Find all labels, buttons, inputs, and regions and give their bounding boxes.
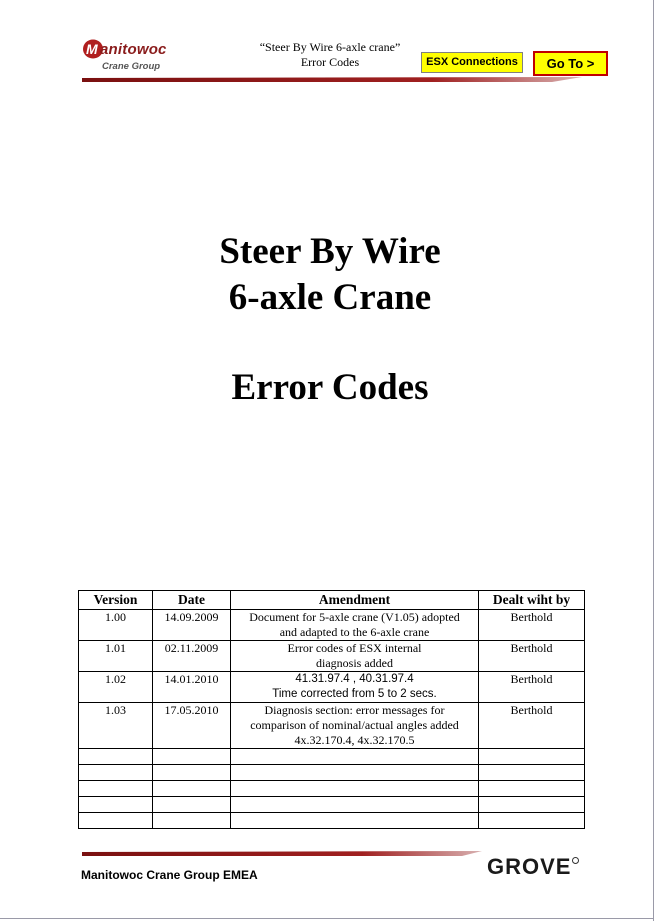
amendment-line: comparison of nominal/actual angles added xyxy=(250,718,459,732)
dealt-by-cell: Berthold xyxy=(479,672,585,703)
table-header-row xyxy=(79,591,585,610)
empty-cell xyxy=(153,749,231,765)
grove-logo: GROVE xyxy=(487,854,572,879)
amendment-line: Document for 5-axle crane (V1.05) adopted xyxy=(249,610,460,624)
logo-text: anitowoc xyxy=(100,41,167,58)
empty-cell xyxy=(153,797,231,813)
amendment-cell xyxy=(231,641,479,672)
table-row-empty xyxy=(79,781,585,797)
date-cell: 14.01.2010 xyxy=(153,672,231,703)
empty-cell xyxy=(231,797,479,813)
empty-cell xyxy=(231,813,479,829)
empty-cell xyxy=(153,813,231,829)
amendment-line: diagnosis added xyxy=(316,656,393,670)
version-cell: 1.00 xyxy=(79,610,153,641)
empty-cell xyxy=(79,781,153,797)
table-row xyxy=(79,672,585,703)
go-to-button[interactable]: Go To > xyxy=(533,51,608,76)
registered-mark-icon xyxy=(572,857,579,864)
empty-cell xyxy=(79,749,153,765)
amendment-cell xyxy=(231,610,479,641)
amendment-line: Error codes of ESX internal xyxy=(287,641,422,655)
dealt-by-cell: Berthold xyxy=(479,641,585,672)
empty-cell xyxy=(153,765,231,781)
document-title-line: 6-axle Crane xyxy=(228,277,432,318)
empty-cell xyxy=(479,749,585,765)
empty-cell xyxy=(153,781,231,797)
version-cell: 1.01 xyxy=(79,641,153,672)
empty-cell xyxy=(231,749,479,765)
column-header: Dealt wiht by xyxy=(479,591,585,610)
date-cell: 02.11.2009 xyxy=(153,641,231,672)
logo-subtitle: Crane Group xyxy=(102,61,161,72)
revision-table xyxy=(78,590,585,829)
dealt-by-cell: Berthold xyxy=(479,610,585,641)
empty-cell xyxy=(479,781,585,797)
page-edge xyxy=(653,0,654,921)
table-row-empty xyxy=(79,813,585,829)
table-row xyxy=(79,641,585,672)
amendment-cell xyxy=(231,672,479,703)
header-title-line: “Steer By Wire 6-axle crane” xyxy=(259,40,401,54)
document-title-line: Error Codes xyxy=(231,367,429,408)
date-cell: 17.05.2010 xyxy=(153,703,231,749)
footer-company: Manitowoc Crane Group EMEA xyxy=(81,868,258,882)
amendment-line: 41.31.97.4 , 40.31.97.4 xyxy=(295,673,414,685)
footer-rule xyxy=(82,851,482,857)
version-cell: 1.03 xyxy=(79,703,153,749)
table-row xyxy=(79,703,585,749)
document-title-line: Steer By Wire xyxy=(219,231,441,272)
empty-cell xyxy=(479,797,585,813)
table-row xyxy=(79,610,585,641)
amendment-line: and adapted to the 6-axle crane xyxy=(279,625,430,639)
header-rule xyxy=(82,77,582,83)
empty-cell xyxy=(231,781,479,797)
column-header: Date xyxy=(153,591,231,610)
version-cell: 1.02 xyxy=(79,672,153,703)
empty-cell xyxy=(79,813,153,829)
empty-cell xyxy=(79,797,153,813)
column-header: Version xyxy=(79,591,153,610)
table-row-empty xyxy=(79,797,585,813)
dealt-by-cell: Berthold xyxy=(479,703,585,749)
esx-connections-button[interactable]: ESX Connections xyxy=(421,52,523,73)
amendment-cell xyxy=(231,703,479,749)
empty-cell xyxy=(79,765,153,781)
empty-cell xyxy=(231,765,479,781)
empty-cell xyxy=(479,765,585,781)
svg-text:M: M xyxy=(86,41,98,57)
header-title xyxy=(230,40,430,70)
page-edge xyxy=(0,918,654,919)
header-title-line: Error Codes xyxy=(300,55,360,69)
amendment-line: Diagnosis section: error messages for xyxy=(264,703,445,717)
column-header: Amendment xyxy=(231,591,479,610)
table-row-empty xyxy=(79,749,585,765)
amendment-line: Time corrected from 5 to 2 secs. xyxy=(272,688,437,700)
manitowoc-logo xyxy=(82,38,192,74)
date-cell: 14.09.2009 xyxy=(153,610,231,641)
table-row-empty xyxy=(79,765,585,781)
empty-cell xyxy=(479,813,585,829)
amendment-line: 4x.32.170.4, 4x.32.170.5 xyxy=(294,733,415,747)
